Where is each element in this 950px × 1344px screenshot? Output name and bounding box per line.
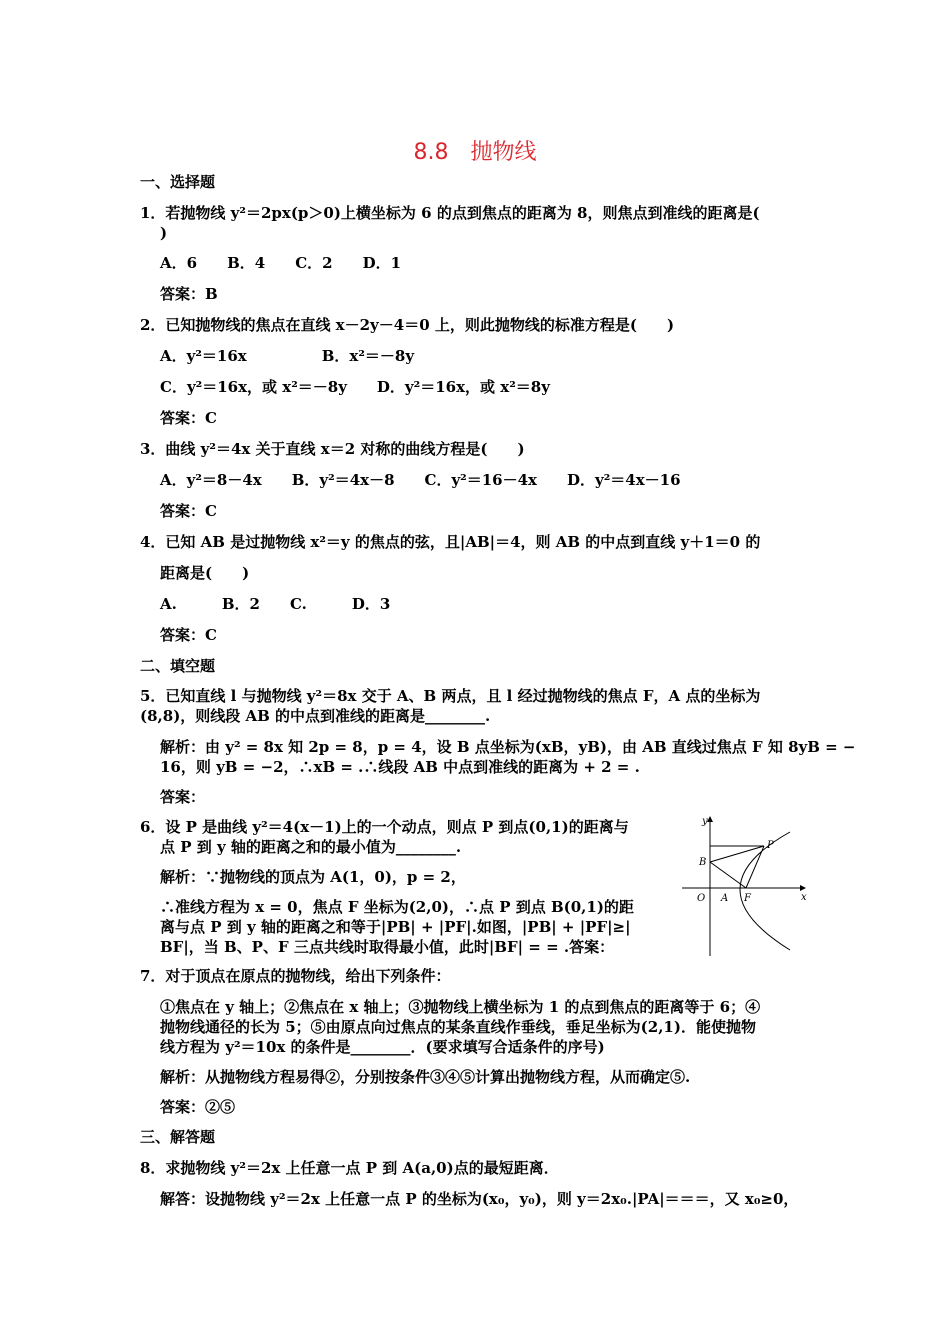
question-5-analysis-1: 解析：由 y² = 8x 知 2p = 8，p = 4，设 B 点坐标为(xB，yB)，由 AB 直线过焦点 F 知 8yB = − bbox=[160, 738, 856, 756]
question-2-options-2: C．y²＝16x，或 x²＝－8y D．y²＝16x，或 x²＝8y bbox=[160, 378, 550, 396]
section-heading-fill: 二、填空题 bbox=[140, 657, 216, 675]
question-6-analysis-4: BF|，当 B、P、F 三点共线时取得最小值，此时|BF| = = .答案： bbox=[160, 938, 615, 956]
question-8-stem: 8．求抛物线 y²＝2x 上任意一点 P 到 A(a,0)点的最短距离． bbox=[140, 1159, 559, 1177]
origin-label: O bbox=[697, 893, 706, 904]
question-7-condition-1: ①焦点在 y 轴上；②焦点在 x 轴上；③抛物线上横坐标为 1 的点到焦点的距离等于 6；④ bbox=[160, 998, 761, 1016]
point-p-label: P bbox=[767, 840, 774, 851]
question-5-stem: 5．已知直线 l 与抛物线 y²＝8x 交于 A、B 两点，且 l 经过抛物线的焦点 F，A 点的坐标为 bbox=[140, 687, 761, 705]
question-6-stem: 6．设 P 是曲线 y²＝4(x－1)上的一个动点，则点 P 到点(0,1)的距离与 bbox=[140, 818, 629, 836]
question-3-answer: 答案：C bbox=[160, 502, 217, 520]
question-7-condition-3: 线方程为 y²＝10x 的条件是________．(要求填写合适条件的序号) bbox=[160, 1038, 605, 1056]
question-1-answer: 答案：B bbox=[160, 285, 218, 303]
question-7-analysis: 解析：从抛物线方程易得②，分别按条件③④⑤计算出抛物线方程，从而确定⑤. bbox=[160, 1068, 691, 1086]
segment-bp bbox=[710, 846, 764, 862]
question-1-options: A．6 B．4 C．2 D．1 bbox=[160, 254, 402, 272]
question-3-options: A．y²＝8－4x B．y²＝4x－8 C．y²＝16－4x D．y²＝4x－16 bbox=[160, 471, 681, 489]
question-2-answer: 答案：C bbox=[160, 409, 217, 427]
section-heading-choice: 一、选择题 bbox=[140, 173, 216, 191]
y-axis-arrow bbox=[707, 816, 713, 822]
question-6-analysis-1: 解析：∵抛物线的顶点为 A(1，0)，p = 2， bbox=[160, 868, 466, 886]
parabola-figure bbox=[680, 812, 810, 958]
question-6-analysis-3: 离与点 P 到 y 轴的距离之和等于|PB| + |PF|.如图，|PB| + |PF|≥| bbox=[160, 918, 631, 936]
question-1-stem-end: ) bbox=[160, 224, 168, 242]
section-heading-solve: 三、解答题 bbox=[140, 1128, 216, 1146]
parabola-curve bbox=[740, 832, 790, 950]
point-b-label: B bbox=[699, 857, 707, 868]
question-4-stem-2: 距离是( ) bbox=[160, 564, 250, 582]
question-2-stem: 2．已知抛物线的焦点在直线 x－2y－4＝0 上，则此抛物线的标准方程是( ) bbox=[140, 316, 675, 334]
question-6-stem-2: 点 P 到 y 轴的距离之和的最小值为________. bbox=[160, 838, 462, 856]
segment-bf bbox=[710, 862, 746, 888]
segment-pf bbox=[746, 846, 764, 888]
question-7-answer: 答案：②⑤ bbox=[160, 1098, 236, 1116]
page-title: 8.8 抛物线 bbox=[413, 140, 537, 165]
question-1-stem: 1．若抛物线 y²＝2px(p＞0)上横坐标为 6 的点到焦点的距离为 8，则焦点到准线的距离是( bbox=[140, 204, 760, 222]
question-5-stem-2: (8,8)，则线段 AB 的中点到准线的距离是________. bbox=[140, 707, 491, 725]
question-5-analysis-2: 16，则 yB = −2，∴xB = .∴线段 AB 中点到准线的距离为 + 2 = . bbox=[160, 758, 640, 776]
point-f-label: F bbox=[744, 893, 751, 904]
question-4-answer: 答案：C bbox=[160, 626, 217, 644]
point-a-label: A bbox=[721, 893, 729, 904]
question-8-solution: 解答：设抛物线 y²＝2x 上任意一点 P 的坐标为(x₀，y₀)，则 y＝2x₀.|PA|＝＝＝，又 x₀≥0， bbox=[160, 1190, 799, 1208]
question-3-stem: 3．曲线 y²＝4x 关于直线 x＝2 对称的曲线方程是( ) bbox=[140, 440, 525, 458]
x-axis-arrow bbox=[800, 885, 806, 891]
x-axis-label: x bbox=[801, 892, 807, 903]
question-4-options: A. B．2 C. D．3 bbox=[160, 595, 391, 613]
question-2-options-1: A．y²＝16x B．x²＝－8y bbox=[160, 347, 415, 365]
question-6-analysis-2: ∴准线方程为 x = 0，焦点 F 坐标为(2,0)，∴点 P 到点 B(0,1)的距 bbox=[160, 898, 634, 916]
question-5-answer: 答案： bbox=[160, 788, 206, 806]
question-7-stem: 7．对于顶点在原点的抛物线，给出下列条件： bbox=[140, 967, 451, 985]
y-axis-label: y bbox=[702, 816, 708, 827]
question-4-stem: 4．已知 AB 是过抛物线 x²＝y 的焦点的弦，且|AB|＝4，则 AB 的中点到直线 y＋1＝0 的 bbox=[140, 533, 761, 551]
question-7-condition-2: 抛物线通径的长为 5；⑤由原点向过焦点的某条直线作垂线，垂足坐标为(2,1)．能使抛物 bbox=[160, 1018, 756, 1036]
